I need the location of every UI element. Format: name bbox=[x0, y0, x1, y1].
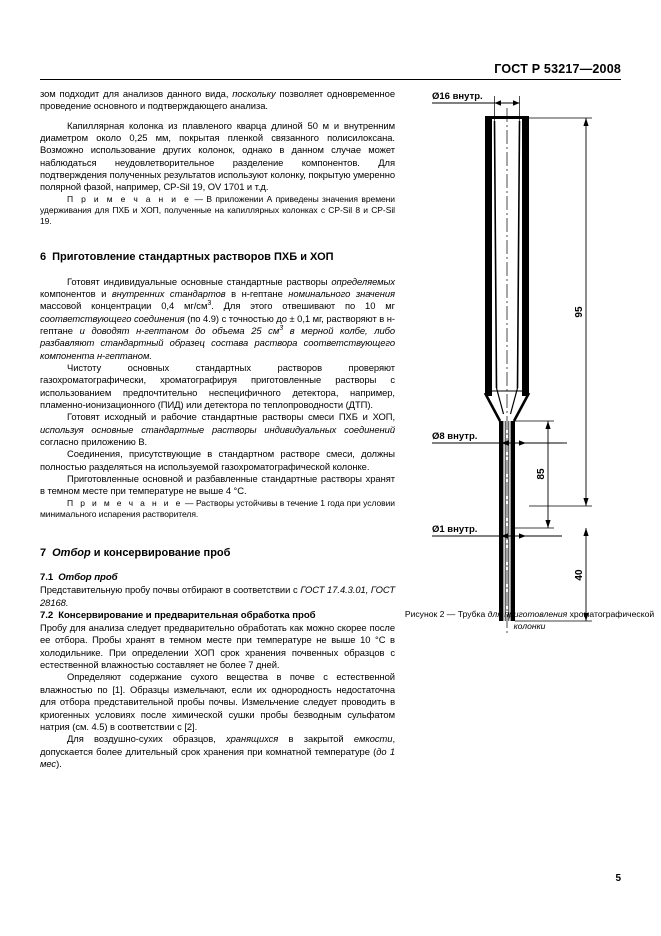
caption-text: хроматографической bbox=[567, 609, 655, 619]
superscript-cube: 3 bbox=[207, 300, 212, 308]
text-run-italic: соответствующего соединения bbox=[40, 312, 185, 324]
subsection-7-1-heading bbox=[40, 571, 395, 584]
paragraph-separation: Соединения, присутствующие в стандартном растворе смеси, должны полностью разделяться на используемой газохроматографической колонке. bbox=[40, 448, 395, 472]
caption-text-italic: колонки bbox=[513, 621, 546, 631]
paragraph-storage: Приготовленные основной и разбавленные стандартные растворы хранят в темном месте при температуре не выше 4 °С. bbox=[40, 473, 395, 497]
note-1 bbox=[40, 194, 395, 228]
section-7-title-italic: Отбор bbox=[52, 547, 91, 560]
text-run-italic: определяемых bbox=[331, 275, 395, 287]
dimension-label-mid-diameter: Ø8 внутр. bbox=[432, 431, 478, 442]
text-run: (по 4.9) с точностью до ± 0,1 мг, растворяют в н-гептане bbox=[40, 312, 395, 337]
text-run-italic: хранящихся bbox=[226, 733, 279, 745]
text-run: компонентов и bbox=[40, 287, 112, 299]
note-label: П р и м е ч а н и е bbox=[67, 497, 183, 508]
dimension-label-bottom-diameter: Ø1 внутр. bbox=[432, 524, 478, 535]
text-run: Готовят индивидуальные основные стандартные растворы bbox=[67, 275, 332, 287]
subsection-7-1-title: Отбор проб bbox=[58, 572, 118, 584]
subsection-7-2-number: 7.2 bbox=[40, 610, 54, 622]
spacer bbox=[40, 560, 395, 571]
dimension-label-top-diameter: Ø16 внутр. bbox=[432, 91, 483, 102]
tube-stem-left-wall bbox=[499, 421, 503, 621]
subsection-7-1-number: 7.1 bbox=[40, 572, 54, 584]
spacer bbox=[40, 113, 395, 120]
dimension-label-length-40: 40 bbox=[574, 569, 585, 581]
text-run-italic: в мерной колбе, либо разбавляют стандартный образец состава раствора соответствующего компонента н-гептаном. bbox=[40, 325, 395, 361]
text-run: массовой концентрации 0,4 мг/см bbox=[40, 300, 208, 312]
text-run-italic: номинального значения bbox=[288, 287, 395, 299]
note-label: П р и м е ч а н и е bbox=[67, 193, 192, 204]
text-run: в закрытой bbox=[278, 733, 354, 745]
text-run-italic: до 1 мес bbox=[40, 745, 395, 769]
section-7-title: и консервирование проб bbox=[90, 547, 231, 560]
paragraph-conservation: Пробу для анализа следует предварительно обработать как можно скорее после ее отбора. Пробы хранят в темном месте при температуре не выше 10 °С в холодильнике. При определении ХОП срок хранения почвенных образцов с естественной влажностью составляет не более 7 дней. bbox=[40, 622, 395, 671]
section-7-heading bbox=[40, 546, 395, 560]
subsection-7-2-heading bbox=[40, 609, 395, 622]
arrow-head bbox=[583, 118, 588, 126]
text-run-italic: поскольку bbox=[232, 88, 276, 99]
tube-cone-right-inner bbox=[511, 388, 518, 414]
text-run: в н-гептане bbox=[225, 287, 289, 299]
tube-cone-left-inner bbox=[497, 388, 504, 414]
tube-bore-left-upper bbox=[495, 121, 497, 388]
arrow-head bbox=[545, 421, 550, 429]
text-run-italic: ГОСТ 17.4.3.01, ГОСТ 28168. bbox=[40, 584, 396, 608]
text-run-italic: используя основные стандартные растворы индивидуальных соединений bbox=[40, 423, 395, 435]
text-run-italic: внутренних стандартов bbox=[111, 287, 226, 299]
paragraph-column-desc: Капиллярная колонка из плавленого кварца длиной 50 м и внутренним диаметром около 0,25 мм, покрытая пленкой связанного полисилоксана. Возможно использование других колонок, однако в данном случае может наблюдаться неудовлетворительное разделение компонентов. Для подтверждения полученных результатов используют колонку, покрытую умеренно полярной фазой, например, CP-Sil 19, OV 1701 и т.д. bbox=[40, 119, 395, 193]
text-run-italic: емкости bbox=[353, 733, 393, 745]
arrow-head bbox=[519, 533, 526, 538]
section-6-heading bbox=[40, 250, 395, 264]
tube-bore-right-upper bbox=[518, 121, 520, 388]
tube-stem-right-wall bbox=[511, 421, 515, 621]
paragraph-mixture-solutions bbox=[40, 411, 395, 448]
note-text: — В приложении А приведены значения времени удерживания для ПХБ и ХОП, полученные на капиллярных колонках с CP-Sil 8 и CP-Sil 19. bbox=[40, 193, 396, 227]
text-run: Для воздушно-сухих образцов, bbox=[67, 733, 226, 745]
spacer bbox=[40, 520, 395, 546]
section-6-number: 6 bbox=[40, 250, 47, 263]
superscript-cube: 3 bbox=[279, 324, 284, 332]
tube-cone-right-outer bbox=[514, 393, 529, 421]
page-number: 5 bbox=[615, 873, 621, 884]
page-header bbox=[40, 62, 621, 80]
text-run: согласно приложению В. bbox=[40, 436, 148, 448]
text-run: Готовят исходный и рабочие стандартные растворы смеси ПХБ и ХОП, bbox=[67, 411, 395, 423]
text-run-italic: и доводят н-гептаном до объема 25 см bbox=[79, 325, 280, 337]
paragraph-sampling bbox=[40, 584, 395, 609]
spacer bbox=[40, 264, 395, 276]
figure-2-tube-drawing bbox=[402, 88, 661, 648]
arrow-head bbox=[583, 528, 588, 536]
text-column bbox=[40, 88, 395, 770]
text-run: . Для этого отвешивают по 10 мг bbox=[211, 300, 395, 312]
paragraph-air-dry bbox=[40, 733, 395, 770]
paragraph-dry-matter: Определяют содержание сухого вещества в почве с естественной влажностью по [1]. Образцы измельчают, если их однородность недостаточна для отбора представительной пробы почвы. Измельчение следует проводить в криогенных условиях после химической сушки пробы безводным сульфатом натрия (см. 4.5) в соответствии с [2]. bbox=[40, 671, 395, 732]
header-rule bbox=[40, 79, 621, 80]
arrow-head bbox=[545, 520, 550, 528]
arrow-head bbox=[583, 498, 588, 506]
section-6-title: Приготовление стандартных растворов ПХБ и ХОП bbox=[52, 250, 334, 263]
note-2 bbox=[40, 498, 395, 521]
figure-2-caption bbox=[402, 608, 657, 632]
paragraph-standard-solutions bbox=[40, 276, 395, 362]
text-run: Представительную пробу почвы отбирают в соответствии с bbox=[40, 584, 301, 596]
dimension-label-length-95: 95 bbox=[574, 306, 585, 318]
section-7-number: 7 bbox=[40, 547, 47, 560]
arrow-head bbox=[495, 100, 502, 105]
text-run: , допускается более длительный срок хранения при комнатной температуре ( bbox=[40, 733, 395, 757]
text-run: позволяет одновременное проведение основного и подтверждающего анализа. bbox=[40, 88, 396, 112]
dimension-label-length-85: 85 bbox=[536, 468, 547, 480]
standard-number: ГОСТ Р 53217—2008 bbox=[494, 62, 621, 76]
spacer bbox=[40, 228, 395, 250]
arrow-head bbox=[519, 440, 526, 445]
text-run: зом подходит для анализов данного вида, bbox=[40, 88, 233, 99]
caption-text: Рисунок 2 — Трубка bbox=[404, 609, 488, 619]
caption-text-italic: для приготовления bbox=[487, 609, 568, 619]
paragraph-purity-check: Чистоту основных стандартных растворов проверяют газохроматографически, хроматографируя приготовленные растворы с использованием предпочтительно неспецифичного детектора, например, пламенно-ионизационного (ПИД) или детектора по теплопроводности (ДТП). bbox=[40, 362, 395, 411]
tube-cone-left-outer bbox=[485, 393, 500, 421]
text-run: ). bbox=[56, 757, 62, 769]
arrow-head bbox=[513, 100, 520, 105]
paragraph-continued bbox=[40, 88, 395, 113]
note-text: — Растворы устойчивы в течение 1 года при условии минимального испарения растворителя. bbox=[40, 497, 395, 520]
subsection-7-2-title: Консервирование и предварительная обработка проб bbox=[58, 610, 316, 622]
tube-wall-left-upper bbox=[485, 116, 492, 396]
tube-wall-right-upper bbox=[522, 116, 529, 396]
